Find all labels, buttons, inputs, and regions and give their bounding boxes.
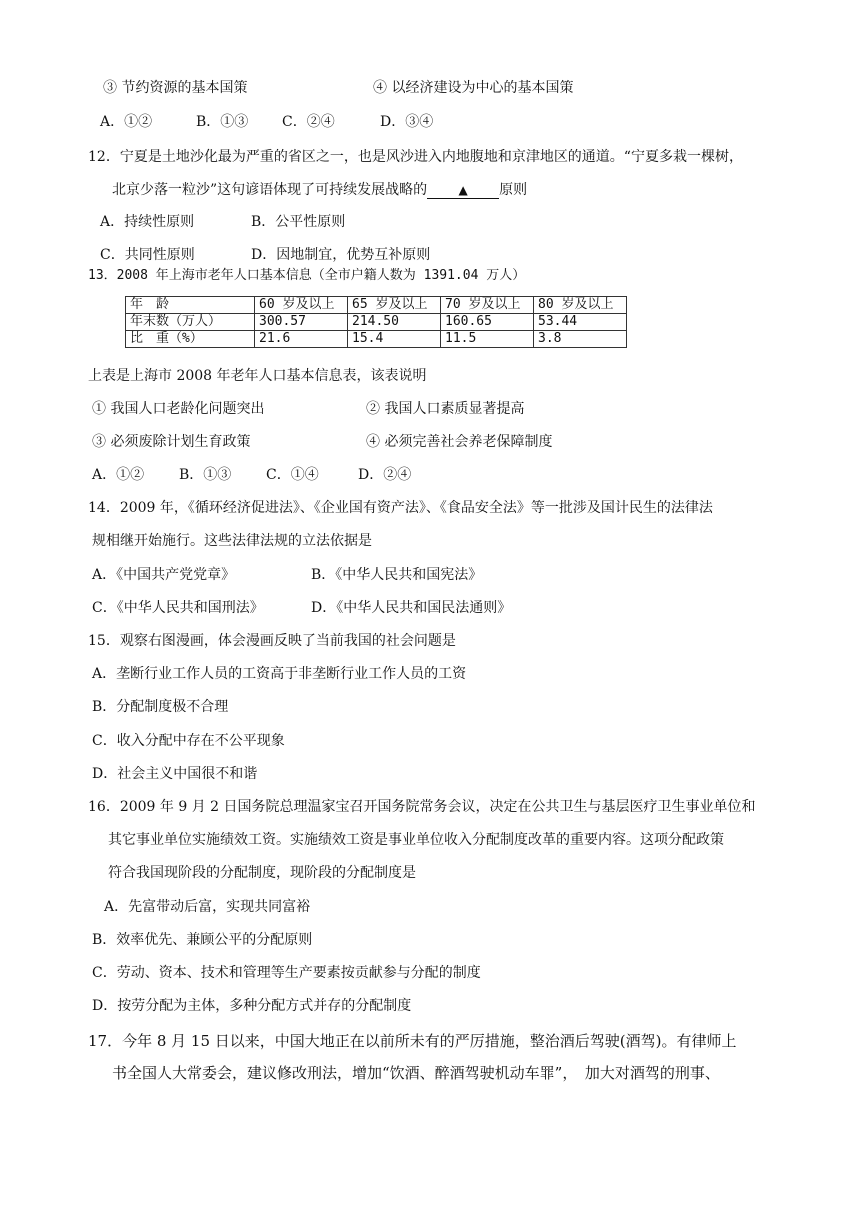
q11-statement-3: ③ 节约资源的基本国策 bbox=[103, 80, 248, 96]
q13-options bbox=[92, 465, 411, 485]
q12-option-d[interactable]: D．因地制宜，优势互补原则 bbox=[251, 247, 431, 263]
table-cell: 15.4 bbox=[348, 331, 441, 348]
table-header-cell: 60 岁及以上 bbox=[255, 297, 348, 314]
q12-option-a[interactable]: A．持续性原则 bbox=[100, 214, 195, 230]
elderly-population-table bbox=[125, 296, 627, 348]
table-cell: 11.5 bbox=[441, 331, 534, 348]
q16-option-b[interactable]: B．效率优先、兼顾公平的分配原则 bbox=[92, 932, 313, 948]
table-cell: 53.44 bbox=[534, 314, 627, 331]
q16-option-c[interactable]: C．劳动、资本、技术和管理等生产要素按贡献参与分配的制度 bbox=[92, 965, 481, 981]
q13-stem: 13．2008 年上海市老年人口基本信息（全市户籍人数为 1391.04 万人） bbox=[88, 268, 526, 283]
table-cell: 160.65 bbox=[441, 314, 534, 331]
table-header-cell: 年 龄 bbox=[126, 297, 255, 314]
q11-option-c[interactable]: C．②④ bbox=[282, 114, 335, 130]
q16-option-a[interactable]: A．先富带动后富，实现共同富裕 bbox=[104, 899, 311, 915]
q12-stem-text: 北京少落一粒沙”这句谚语体现了可持续发展战略的 bbox=[112, 182, 428, 198]
q15-stem: 15．观察右图漫画，体会漫画反映了当前我国的社会问题是 bbox=[88, 633, 456, 649]
q13-statement-4: ④ 必须完善社会养老保障制度 bbox=[366, 434, 553, 450]
q12-stem-line1: 12．宁夏是土地沙化最为严重的省区之一，也是风沙进入内地腹地和京津地区的通道。“宁夏多栽一棵树， bbox=[88, 149, 743, 165]
q14-option-b[interactable]: B．《中华人民共和国宪法》 bbox=[311, 567, 483, 583]
q14-option-a[interactable]: A．《中国共产党党章》 bbox=[92, 567, 236, 583]
q15-option-d[interactable]: D．社会主义中国很不和谐 bbox=[92, 766, 258, 782]
table-cell: 比 重（%） bbox=[126, 331, 255, 348]
q13-statement-1: ① 我国人口老龄化问题突出 bbox=[92, 401, 265, 417]
q14-stem-line1: 14．2009 年，《循环经济促进法》、《企业国有资产法》、《食品安全法》等一批涉及国计民生的法律法 bbox=[88, 500, 713, 516]
table-row bbox=[126, 314, 627, 331]
q16-option-d[interactable]: D．按劳分配为主体，多种分配方式并存的分配制度 bbox=[92, 998, 412, 1014]
q16-stem-line3: 符合我国现阶段的分配制度，现阶段的分配制度是 bbox=[108, 865, 416, 881]
answer-blank[interactable]: ▲ bbox=[427, 182, 499, 199]
table-header-cell: 80 岁及以上 bbox=[534, 297, 627, 314]
q13-option-a[interactable]: A．①② bbox=[92, 467, 145, 483]
q12-option-b[interactable]: B．公平性原则 bbox=[251, 214, 346, 230]
q12-stem-line2 bbox=[112, 180, 527, 200]
table-header-row bbox=[126, 297, 627, 314]
q11-option-d[interactable]: D．③④ bbox=[380, 114, 434, 130]
q11-option-a[interactable]: A．①② bbox=[100, 114, 153, 130]
q14-option-d[interactable]: D．《中华人民共和国民法通则》 bbox=[311, 600, 512, 616]
q11-statement-4: ④ 以经济建设为中心的基本国策 bbox=[373, 80, 574, 96]
q16-stem-line2: 其它事业单位实施绩效工资。实施绩效工资是事业单位收入分配制度改革的重要内容。这项分配政策 bbox=[108, 832, 724, 848]
q14-stem-line2: 规相继开始施行。这些法律法规的立法依据是 bbox=[92, 533, 372, 549]
q13-statement-2: ② 我国人口素质显著提高 bbox=[366, 401, 525, 417]
q13-option-c[interactable]: C．①④ bbox=[266, 467, 319, 483]
table-cell: 300.57 bbox=[255, 314, 348, 331]
q12-option-c[interactable]: C．共同性原则 bbox=[100, 247, 195, 263]
q15-option-a[interactable]: A．垄断行业工作人员的工资高于非垄断行业工作人员的工资 bbox=[92, 666, 467, 682]
q14-option-c[interactable]: C．《中华人民共和国刑法》 bbox=[92, 600, 264, 616]
q11-option-b[interactable]: B．①③ bbox=[196, 114, 249, 130]
q17-stem-line1: 17．今年 8 月 15 日以来，中国大地正在以前所未有的严厉措施，整治酒后驾驶(酒驾)。有律师上 bbox=[88, 1032, 737, 1050]
q16-stem-line1: 16．2009 年 9 月 2 日国务院总理温家宝召开国务院常务会议，决定在公共卫生与基层医疗卫生事业单位和 bbox=[88, 799, 756, 815]
q13-after-table: 上表是上海市 2008 年老年人口基本信息表，该表说明 bbox=[88, 368, 427, 384]
table-cell: 年末数（万人） bbox=[126, 314, 255, 331]
q15-option-b[interactable]: B．分配制度极不合理 bbox=[92, 699, 229, 715]
q15-option-c[interactable]: C．收入分配中存在不公平现象 bbox=[92, 733, 285, 749]
q17-stem-line2: 书全国人大常委会，建议修改刑法，增加“饮酒、醉酒驾驶机动车罪”， 加大对酒驾的刑事、 bbox=[112, 1064, 720, 1082]
q13-option-d[interactable]: D．②④ bbox=[358, 467, 412, 483]
table-cell: 21.6 bbox=[255, 331, 348, 348]
table-cell: 3.8 bbox=[534, 331, 627, 348]
q13-statement-3: ③ 必须废除计划生育政策 bbox=[92, 434, 251, 450]
q12-stem-tail: 原则 bbox=[499, 182, 528, 198]
table-header-cell: 70 岁及以上 bbox=[441, 297, 534, 314]
table-row bbox=[126, 331, 627, 348]
table-header-cell: 65 岁及以上 bbox=[348, 297, 441, 314]
q11-options bbox=[100, 112, 433, 132]
table-cell: 214.50 bbox=[348, 314, 441, 331]
q13-option-b[interactable]: B．①③ bbox=[179, 467, 232, 483]
